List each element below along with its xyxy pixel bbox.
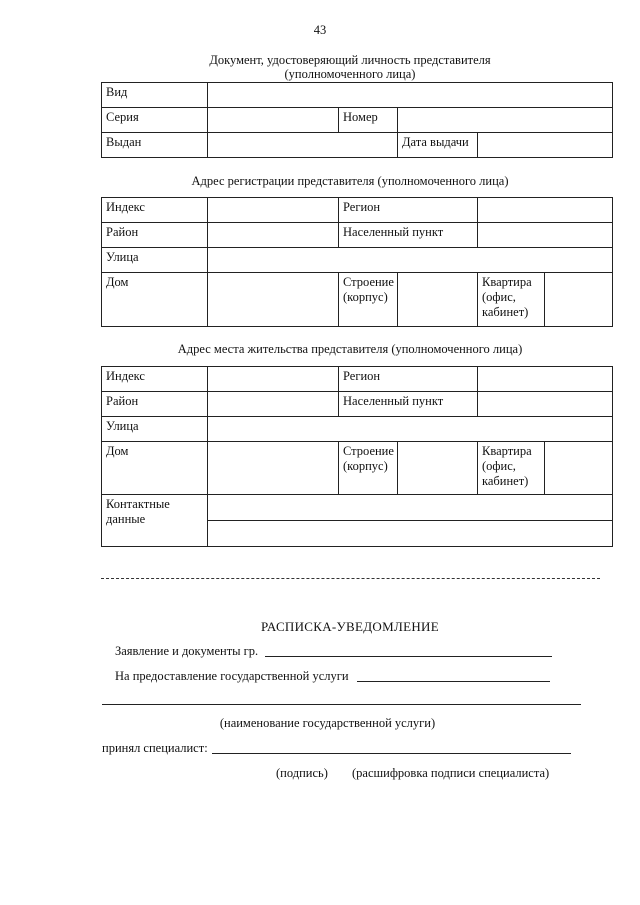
accepted-label: принял специалист:	[102, 741, 208, 755]
issue-date-field[interactable]	[478, 133, 613, 158]
service-line[interactable]	[357, 681, 550, 682]
res-apartment-label: Квартира (офис, кабинет)	[478, 442, 545, 495]
res-region-label: Регион	[339, 367, 478, 392]
reg-index-field[interactable]	[208, 198, 339, 223]
reg-locality-field[interactable]	[478, 223, 613, 248]
signature-caption: (подпись)	[276, 766, 328, 780]
decoding-caption: (расшифровка подписи специалиста)	[352, 766, 550, 780]
identity-document-table	[101, 82, 613, 158]
reg-building-field[interactable]	[398, 273, 478, 327]
reg-district-label: Район	[102, 223, 208, 248]
res-apartment-field[interactable]	[545, 442, 613, 495]
reg-index-label: Индекс	[102, 198, 208, 223]
res-contacts-field-1[interactable]	[208, 495, 613, 521]
type-field[interactable]	[208, 83, 613, 108]
specialist-line[interactable]	[212, 753, 571, 754]
reg-street-field[interactable]	[208, 248, 613, 273]
cut-line	[101, 578, 600, 579]
doc-section-title	[0, 53, 640, 81]
application-label: Заявление и документы гр.	[115, 644, 259, 658]
res-house-field[interactable]	[208, 442, 339, 495]
residence-address-table	[101, 366, 613, 547]
registration-section-title: Адрес регистрации представителя (уполномоченного лица)	[191, 174, 509, 188]
residence-section-title: Адрес места жительства представителя (уполномоченного лица)	[177, 342, 523, 356]
number-field[interactable]	[398, 108, 613, 133]
res-locality-field[interactable]	[478, 392, 613, 417]
res-district-field[interactable]	[208, 392, 339, 417]
reg-apartment-label: Квартира (офис, кабинет)	[478, 273, 545, 327]
doc-section-title-line1: Документ, удостоверяющий личность представителя	[209, 53, 491, 67]
doc-section-title-line2: (уполномоченного лица)	[284, 67, 416, 81]
issue-date-label: Дата выдачи	[398, 133, 478, 158]
res-index-label: Индекс	[102, 367, 208, 392]
res-district-label: Район	[102, 392, 208, 417]
res-locality-label: Населенный пункт	[339, 392, 478, 417]
issued-by-label: Выдан	[102, 133, 208, 158]
service-label: На предоставление государственной услуги	[115, 669, 349, 683]
service-name-caption: (наименование государственной услуги)	[219, 716, 436, 730]
reg-building-label: Строение (корпус)	[339, 273, 398, 327]
registration-address-table	[101, 197, 613, 327]
res-contacts-field-2[interactable]	[208, 521, 613, 547]
series-field[interactable]	[208, 108, 339, 133]
reg-house-label: Дом	[102, 273, 208, 327]
page-number: 43	[313, 23, 327, 37]
receipt-title: РАСПИСКА-УВЕДОМЛЕНИЕ	[261, 619, 439, 634]
number-label: Номер	[339, 108, 398, 133]
applicant-name-line[interactable]	[265, 656, 552, 657]
reg-street-label: Улица	[102, 248, 208, 273]
reg-apartment-field[interactable]	[545, 273, 613, 327]
res-street-label: Улица	[102, 417, 208, 442]
res-building-label: Строение (корпус)	[339, 442, 398, 495]
reg-house-field[interactable]	[208, 273, 339, 327]
issued-by-field[interactable]	[208, 133, 398, 158]
res-index-field[interactable]	[208, 367, 339, 392]
res-building-field[interactable]	[398, 442, 478, 495]
reg-region-field[interactable]	[478, 198, 613, 223]
reg-locality-label: Населенный пункт	[339, 223, 478, 248]
series-label: Серия	[102, 108, 208, 133]
reg-district-field[interactable]	[208, 223, 339, 248]
res-street-field[interactable]	[208, 417, 613, 442]
service-name-line[interactable]	[102, 704, 581, 705]
res-house-label: Дом	[102, 442, 208, 495]
type-label: Вид	[102, 83, 208, 108]
res-contacts-label: Контактные данные	[102, 495, 208, 547]
reg-region-label: Регион	[339, 198, 478, 223]
res-region-field[interactable]	[478, 367, 613, 392]
